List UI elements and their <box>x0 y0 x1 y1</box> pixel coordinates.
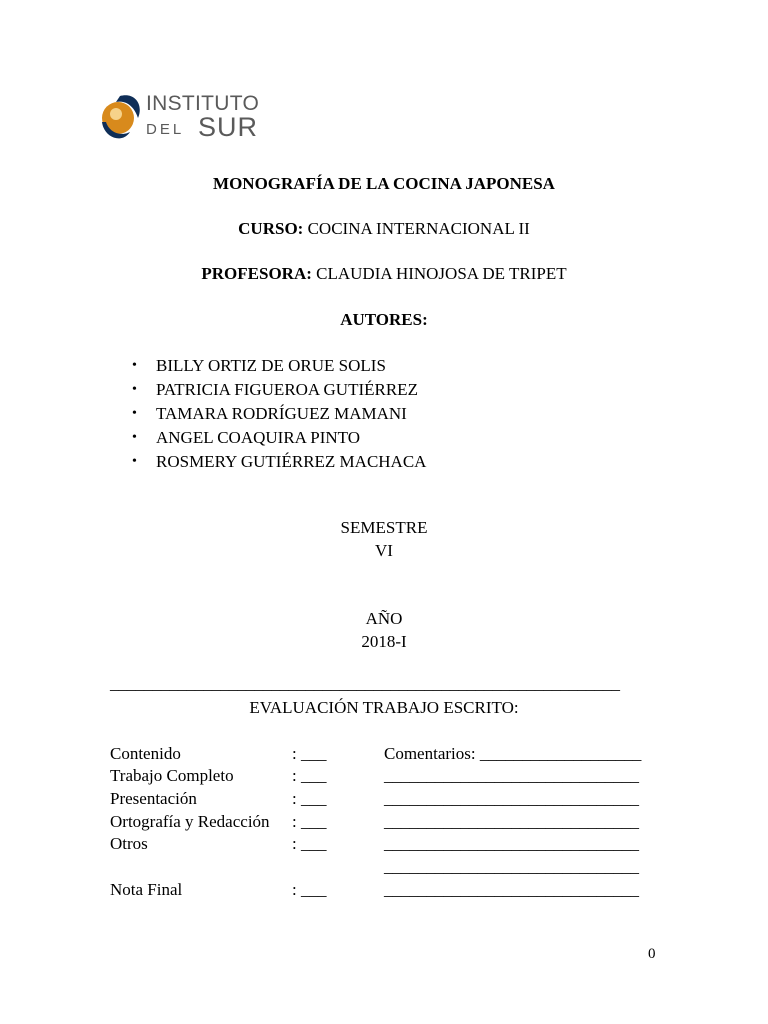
page-number: 0 <box>648 946 656 962</box>
comment-line: ______________________________ <box>384 880 639 899</box>
logo-text-sur: SUR <box>198 112 259 142</box>
bullet-icon: • <box>132 358 137 373</box>
list-item <box>130 378 426 402</box>
logo-text-del: DEL <box>146 121 185 138</box>
score-field: : ___ <box>292 744 327 763</box>
evaluation-row-nota-final <box>0 880 768 902</box>
score-field: : ___ <box>292 834 327 853</box>
criterion-label: Nota Final <box>110 880 183 899</box>
profesora-label: PROFESORA: <box>201 264 312 283</box>
score-field: : ___ <box>292 789 327 808</box>
authors-list <box>130 354 426 474</box>
evaluation-title: EVALUACIÓN TRABAJO ESCRITO: <box>249 698 519 717</box>
evaluation-row-extra-comment <box>0 857 768 879</box>
curso-line <box>0 219 768 239</box>
evaluation-row-contenido <box>0 744 768 766</box>
list-item <box>130 402 426 426</box>
criterion-label: Otros <box>110 834 148 853</box>
comment-line: ______________________________ <box>384 857 639 876</box>
author-name: ROSMERY GUTIÉRREZ MACHACA <box>156 452 427 471</box>
bullet-icon: • <box>132 382 137 397</box>
document-title: MONOGRAFÍA DE LA COCINA JAPONESA <box>213 174 555 193</box>
institute-logo <box>100 90 270 148</box>
author-name: PATRICIA FIGUEROA GUTIÉRREZ <box>156 380 418 399</box>
profesora-value: CLAUDIA HINOJOSA DE TRIPET <box>316 264 567 283</box>
criterion-label: Presentación <box>110 789 197 808</box>
criterion-label: Trabajo Completo <box>110 766 234 785</box>
score-field: : ___ <box>292 766 327 785</box>
author-name: TAMARA RODRÍGUEZ MAMANI <box>156 404 407 423</box>
semestre-value: VI <box>375 541 393 560</box>
logo-emblem-icon <box>100 92 144 144</box>
curso-label: CURSO: <box>238 219 304 238</box>
evaluation-row-otros <box>0 834 768 856</box>
evaluation-row-presentacion <box>0 789 768 811</box>
list-item <box>130 354 426 378</box>
author-name: BILLY ORTIZ DE ORUE SOLIS <box>156 356 386 375</box>
profesora-line <box>0 264 768 284</box>
divider-line: ____________________________________________________________ <box>110 674 620 693</box>
bullet-icon: • <box>132 430 137 445</box>
score-field: : ___ <box>292 880 327 899</box>
comment-line: ______________________________ <box>384 789 639 808</box>
evaluation-row-ortografia <box>0 812 768 834</box>
comment-line: Comentarios: ___________________ <box>384 744 642 763</box>
evaluation-row-trabajo-completo <box>0 766 768 788</box>
anio-value: 2018-I <box>361 632 407 651</box>
semestre-label: SEMESTRE <box>340 518 428 537</box>
curso-value: COCINA INTERNACIONAL II <box>307 219 530 238</box>
bullet-icon: • <box>132 454 137 469</box>
anio-label: AÑO <box>365 609 403 628</box>
score-field: : ___ <box>292 812 327 831</box>
criterion-label: Contenido <box>110 744 181 763</box>
bullet-icon: • <box>132 406 137 421</box>
autores-heading: AUTORES: <box>340 310 428 329</box>
comment-line: ______________________________ <box>384 834 639 853</box>
logo-text-instituto: INSTITUTO <box>146 92 260 115</box>
comment-line: ______________________________ <box>384 812 639 831</box>
list-item <box>130 450 426 474</box>
criterion-label: Ortografía y Redacción <box>110 812 270 831</box>
list-item <box>130 426 426 450</box>
comment-line: ______________________________ <box>384 766 639 785</box>
author-name: ANGEL COAQUIRA PINTO <box>156 428 360 447</box>
